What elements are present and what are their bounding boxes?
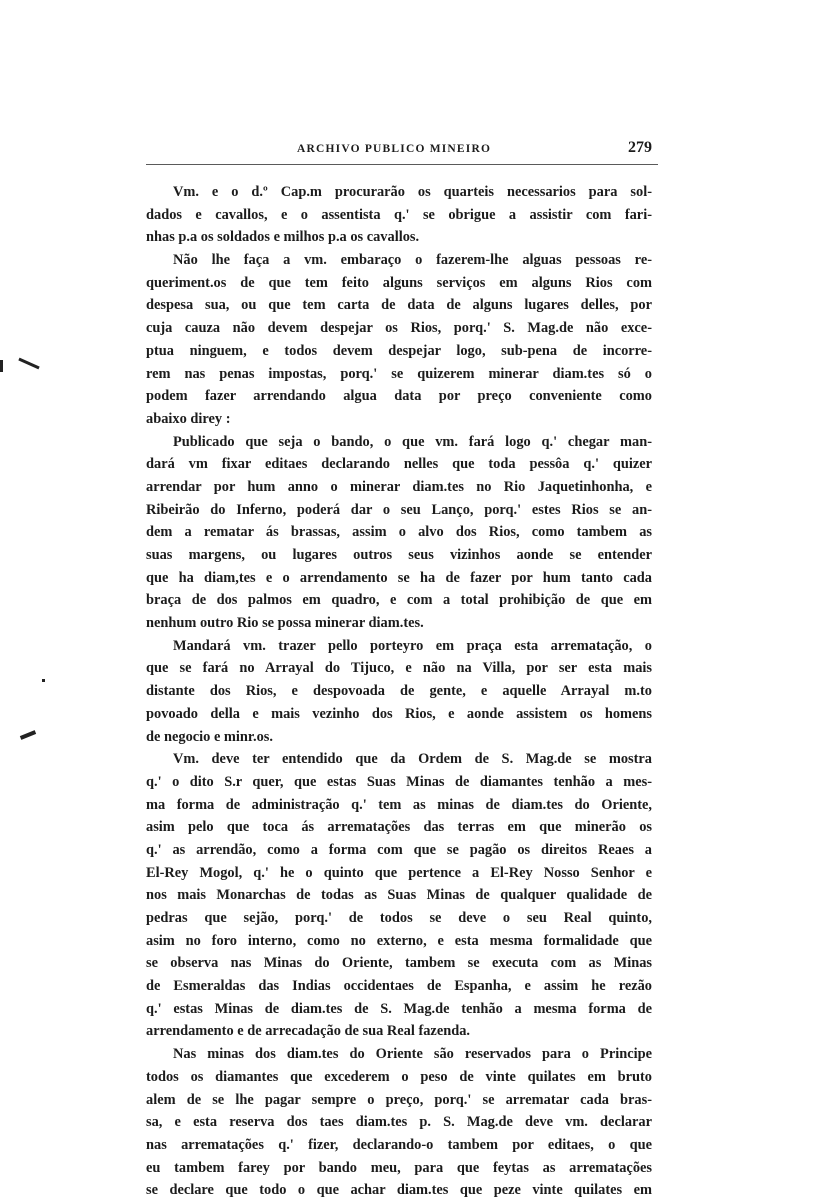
margin-mark bbox=[0, 360, 3, 372]
text-line: arrendamento e de arrecadação de sua Real fazenda. bbox=[146, 1023, 471, 1040]
text-line: despesa sua, ou que tem carta de data de alguns lugares delles, por bbox=[146, 297, 652, 314]
text-line: nas arrematações q.' fizer, declarando-o tambem por editaes, o que bbox=[146, 1136, 652, 1153]
text-line: podem fazer arrendando algua data por preço conveniente como bbox=[146, 388, 652, 405]
text-line: Não lhe faça a vm. embaraço o fazerem-lhe alguas pessoas re- bbox=[173, 252, 652, 269]
text-line: nos mais Monarchas de todas as Suas Minas de qualquer qualidade de bbox=[146, 887, 652, 904]
page-number: 279 bbox=[628, 139, 652, 156]
margin-mark bbox=[42, 679, 45, 682]
text-line: sa, e esta reserva dos taes diam.tes p. S. Mag.de deve vm. declarar bbox=[146, 1114, 652, 1131]
text-line: q.' as arrendão, como a forma com que se pagão os direitos Reaes a bbox=[146, 841, 652, 858]
text-line: asim no foro interno, como no externo, e esta mesma formalidade que bbox=[146, 932, 652, 949]
text-line: El-Rey Mogol, q.' he o quinto que pertence a El-Rey Nosso Senhor e bbox=[146, 864, 652, 881]
text-line: Ribeirão do Inferno, poderá dar o seu Lanço, porq.' estes Rios se an- bbox=[146, 501, 652, 518]
text-line: nenhum outro Rio se possa minerar diam.tes. bbox=[146, 615, 424, 632]
text-line: Publicado que seja o bando, o que vm. fará logo q.' chegar man- bbox=[173, 433, 652, 450]
text-line: dados e cavallos, e o assentista q.' se obrigue a assistir com fari- bbox=[146, 206, 652, 223]
text-line: de negocio e minr.os. bbox=[146, 728, 273, 745]
margin-mark bbox=[20, 730, 36, 740]
text-line: que ha diam,tes e o arrendamento se ha de fazer por hum tanto cada bbox=[146, 569, 652, 586]
text-line: distante dos Rios, e despovoada de gente, e aquelle Arrayal m.to bbox=[146, 683, 652, 700]
running-title: ARCHIVO PUBLICO MINEIRO bbox=[297, 143, 492, 155]
text-line: rem nas penas impostas, porq.' se quizerem minerar diam.tes só o bbox=[146, 365, 652, 382]
text-line: de Esmeraldas das Indias occidentaes de Espanha, e assim he rezão bbox=[146, 978, 652, 995]
text-line: braça de dos palmos em quadro, e com a total prohibição de que em bbox=[146, 592, 652, 609]
text-body bbox=[146, 181, 652, 1202]
text-line: todos os diamantes que excederem o peso de vinte quilates em bruto bbox=[146, 1068, 652, 1085]
text-line: Vm. e o d.º Cap.m procurarão os quarteis necessarios para sol- bbox=[173, 184, 652, 200]
text-line: ptua ninguem, e todos devem despejar logo, sub-pena de incorre- bbox=[146, 342, 652, 359]
text-line: eu tambem farey por bando meu, para que feytas as arrematações bbox=[146, 1159, 652, 1176]
text-line: ma forma de administração q.' tem as minas de diam.tes do Oriente, bbox=[146, 796, 652, 813]
text-line: Mandará vm. trazer pello porteyro em praça esta arrematação, o bbox=[173, 637, 652, 654]
text-line: suas margens, ou lugares outros seus vizinhos aonde se entender bbox=[146, 547, 652, 563]
text-line: Nas minas dos diam.tes do Oriente são reservados para o Principe bbox=[173, 1046, 652, 1063]
text-line: cuja cauza não devem despejar os Rios, porq.' S. Mag.de não exce- bbox=[146, 320, 652, 337]
text-line: alem de se lhe pagar sempre o preço, porq.' se arrematar cada bras- bbox=[146, 1091, 652, 1108]
text-line: se declare que todo o que achar diam.tes que peze vinte quilates em bbox=[146, 1182, 652, 1199]
text-line: abaixo direy : bbox=[146, 410, 231, 427]
text-line: arrendar por hum anno o minerar diam.tes no Rio Jaquetinhonha, e bbox=[146, 478, 652, 495]
page-header bbox=[146, 140, 658, 165]
text-line: que se fará no Arrayal do Tijuco, e não na Villa, por ser esta mais bbox=[146, 660, 652, 677]
text-line: povoado della e mais vezinho dos Rios, e aonde assistem os homens bbox=[146, 705, 652, 722]
text-line: nhas p.a os soldados e milhos p.a os cavallos. bbox=[146, 229, 420, 246]
text-line: dem a rematar ás brassas, assim o alvo dos Rios, como tambem as bbox=[146, 524, 652, 541]
text-line: queriment.os de que tem feito alguns serviços em alguns Rios com bbox=[146, 274, 652, 291]
text-line: dará vm fixar editaes declarando nelles que toda pessôa q.' quizer bbox=[146, 456, 652, 473]
text-line: asim pelo que toca ás arrematações das terras em que minerão os bbox=[146, 819, 652, 836]
text-line: Vm. deve ter entendido que da Ordem de S. Mag.de se mostra bbox=[173, 751, 652, 768]
text-line: q.' estas Minas de diam.tes de S. Mag.de tenhão a mesma forma de bbox=[146, 1000, 652, 1017]
text-line: pedras que sejão, porq.' de todos se deve o seu Real quinto, bbox=[146, 910, 652, 926]
text-line: se observa nas Minas do Oriente, tambem se executa com as Minas bbox=[146, 955, 652, 972]
text-line: q.' o dito S.r quer, que estas Suas Minas de diamantes tenhão a mes- bbox=[146, 773, 652, 790]
margin-mark bbox=[18, 358, 39, 370]
